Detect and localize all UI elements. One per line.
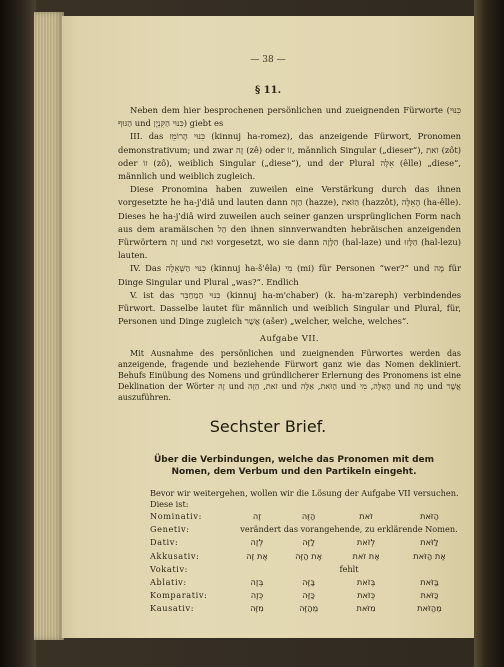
case-label: Akkusativ:: [150, 550, 200, 561]
declension-row: [150, 550, 464, 563]
case-label: Ablativ:: [150, 577, 187, 588]
hebrew-form: לַזֹּאת: [420, 537, 439, 548]
hebrew-form: אֶת זֶה: [246, 550, 268, 561]
page-number: — 38 —: [250, 55, 286, 65]
declension-row: [150, 563, 464, 576]
exercise-heading: Aufgabe VII.: [259, 333, 320, 344]
hebrew-form: בְּזֶה: [250, 577, 264, 588]
hebrew-form: כַּזֹּאת: [420, 590, 439, 601]
hebrew-form: אֶת הַזֶּה: [295, 550, 323, 561]
case-label: Genetiv:: [150, 524, 190, 535]
hebrew-form: לְזֶה: [250, 537, 264, 548]
hebrew-form: כַּזֶּה: [302, 590, 315, 601]
section-title: § 11.: [254, 85, 282, 96]
declension-row: [150, 510, 464, 523]
paragraph: IV. Das כִּנּוּי הַשְּׁאֵלָה (kinnuj ha-š'êla) מִי (mi) für Personen “wer?“ und מָה für Dinge Singular und Plural „was?“. Endlich: [118, 263, 462, 287]
hebrew-form: הַזֶּה: [301, 511, 316, 521]
hebrew-form: מִזֶּה: [250, 603, 264, 614]
declension-row: [150, 589, 464, 602]
lead-text: Bevor wir weitergehen, wollen wir die Lösung der Aufgabe VII versuchen. Diese ist:: [150, 488, 459, 509]
hebrew-form: מֵהַזֶּה: [299, 603, 319, 614]
hebrew-form: לַזֶּה: [302, 537, 316, 548]
declension-row: [150, 523, 464, 536]
case-label: Nominativ:: [150, 511, 202, 521]
paragraph: Neben dem hier besprochenen persönlichen und zueignenden Fürworte (כִּנּוּי הַגּוּף und כִּנּוּי הַקִּנְיָן) giebt es: [118, 105, 461, 129]
case-note: fehlt: [339, 563, 359, 574]
hebrew-form: כְּזֹאת: [357, 590, 376, 601]
page-stack-edges: [34, 12, 64, 640]
book-page: [62, 16, 474, 638]
case-label: Dativ:: [150, 537, 179, 548]
hebrew-form: לְזֹאת: [356, 537, 376, 548]
paragraph: III. das כִּנּוּי הָרוֹמֵז (kinnuj ha-romez), das anzeigende Fürwort, Pronomen demonstrativum; und zwar זֶה (zê) oder זוֹ, männlich Singular („dieser“), זֹאת (zôt) oder זוֹ (zô), weiblich Singular („diese“), und der Plural אֵלֶּה (êlle) „diese“, männlich und weiblich zugleich.: [118, 131, 461, 182]
chapter-subtitle: Über die Verbindungen, welche das Pronomen mit dem Nomen, dem Verbum und den Partikeln eingeht.: [153, 455, 435, 477]
book-cover-edge: [0, 0, 36, 667]
hebrew-form: הַזֹּאת: [419, 511, 439, 521]
case-label: Kausativ:: [150, 603, 195, 614]
chapter-title: Sechster Brief.: [209, 417, 327, 436]
hebrew-form: בְּזֹאת: [356, 577, 376, 588]
declension-table: [150, 510, 464, 616]
hebrew-form: מֵהַזֹּאת: [417, 603, 442, 614]
case-label: Vokativ:: [150, 563, 189, 574]
paragraph: Diese Pronomina haben zuweilen eine Verstärkung durch das ihnen vorgesetzte he ha-j'diâ und lauten dann הַזֶּה (hazze), הַזֹּאת (hazzôt), הָאֵלֶּה (ha-êlle). Dieses he ha-j'diâ wird zuweilen auch seiner ganzen ursprünglichen Form nach aus dem aramäischen הַל den ihnen sinnverwandten hebräischen anzeigenden Fürwörtern זֶה und זֹאת vorgesetzt, wo sie dann הַלָּזֶה (hal-laze) und הַלָּזוּ (hal-lezu) lauten.: [118, 184, 461, 261]
hebrew-form: כְּזֶה: [250, 590, 264, 601]
hebrew-form: בַּזֹּאת: [420, 577, 439, 588]
case-label: Komparativ:: [150, 590, 208, 601]
hebrew-form: בַּזֶּה: [302, 577, 316, 588]
declension-row: [150, 536, 464, 549]
exercise-text: Mit Ausnahme des persönlichen und zueignenden Fürwortes werden das anzeigende, fragende und beziehende Fürwort ganz wie das Nomen dekliniert. Behufs Einübung des Nomens und gründlicherer Erlernung des Pronomens ist eine Deklination der Wörter זֶה und זֹאת, הַזֶּה und הַזֹּאת, אֵלֶּה und הָאֵלֶּה, מִי und מָה und אֲשֶׁר auszuführen.: [118, 348, 461, 403]
hebrew-form: זֹאת: [359, 511, 373, 521]
case-note: verändert das vorangehende, zu erklärende Nomen.: [240, 524, 458, 535]
hebrew-form: מִזֹּאת: [356, 603, 376, 614]
declension-row: [150, 576, 464, 589]
hebrew-form: אֶת זֹאת: [352, 550, 380, 561]
declension-row: [150, 602, 464, 615]
hebrew-form: אֶת הַזֹּאת: [413, 550, 446, 561]
book-spine: [474, 0, 504, 667]
hebrew-form: זֶה: [252, 511, 262, 521]
section-body: [118, 104, 461, 404]
paragraph: V. ist das כִּנּוּי הַמְחַבֵּר (kinnuj ha-m'chaber) (k. ha-m'zareph) verbindendes Fürwort. Dasselbe lautet für männlich und weiblich Singular und Plural, für, Personen und Dinge zugleich אֲשֶׁר (ašer) „welcher, welche, welches“.: [118, 289, 462, 327]
